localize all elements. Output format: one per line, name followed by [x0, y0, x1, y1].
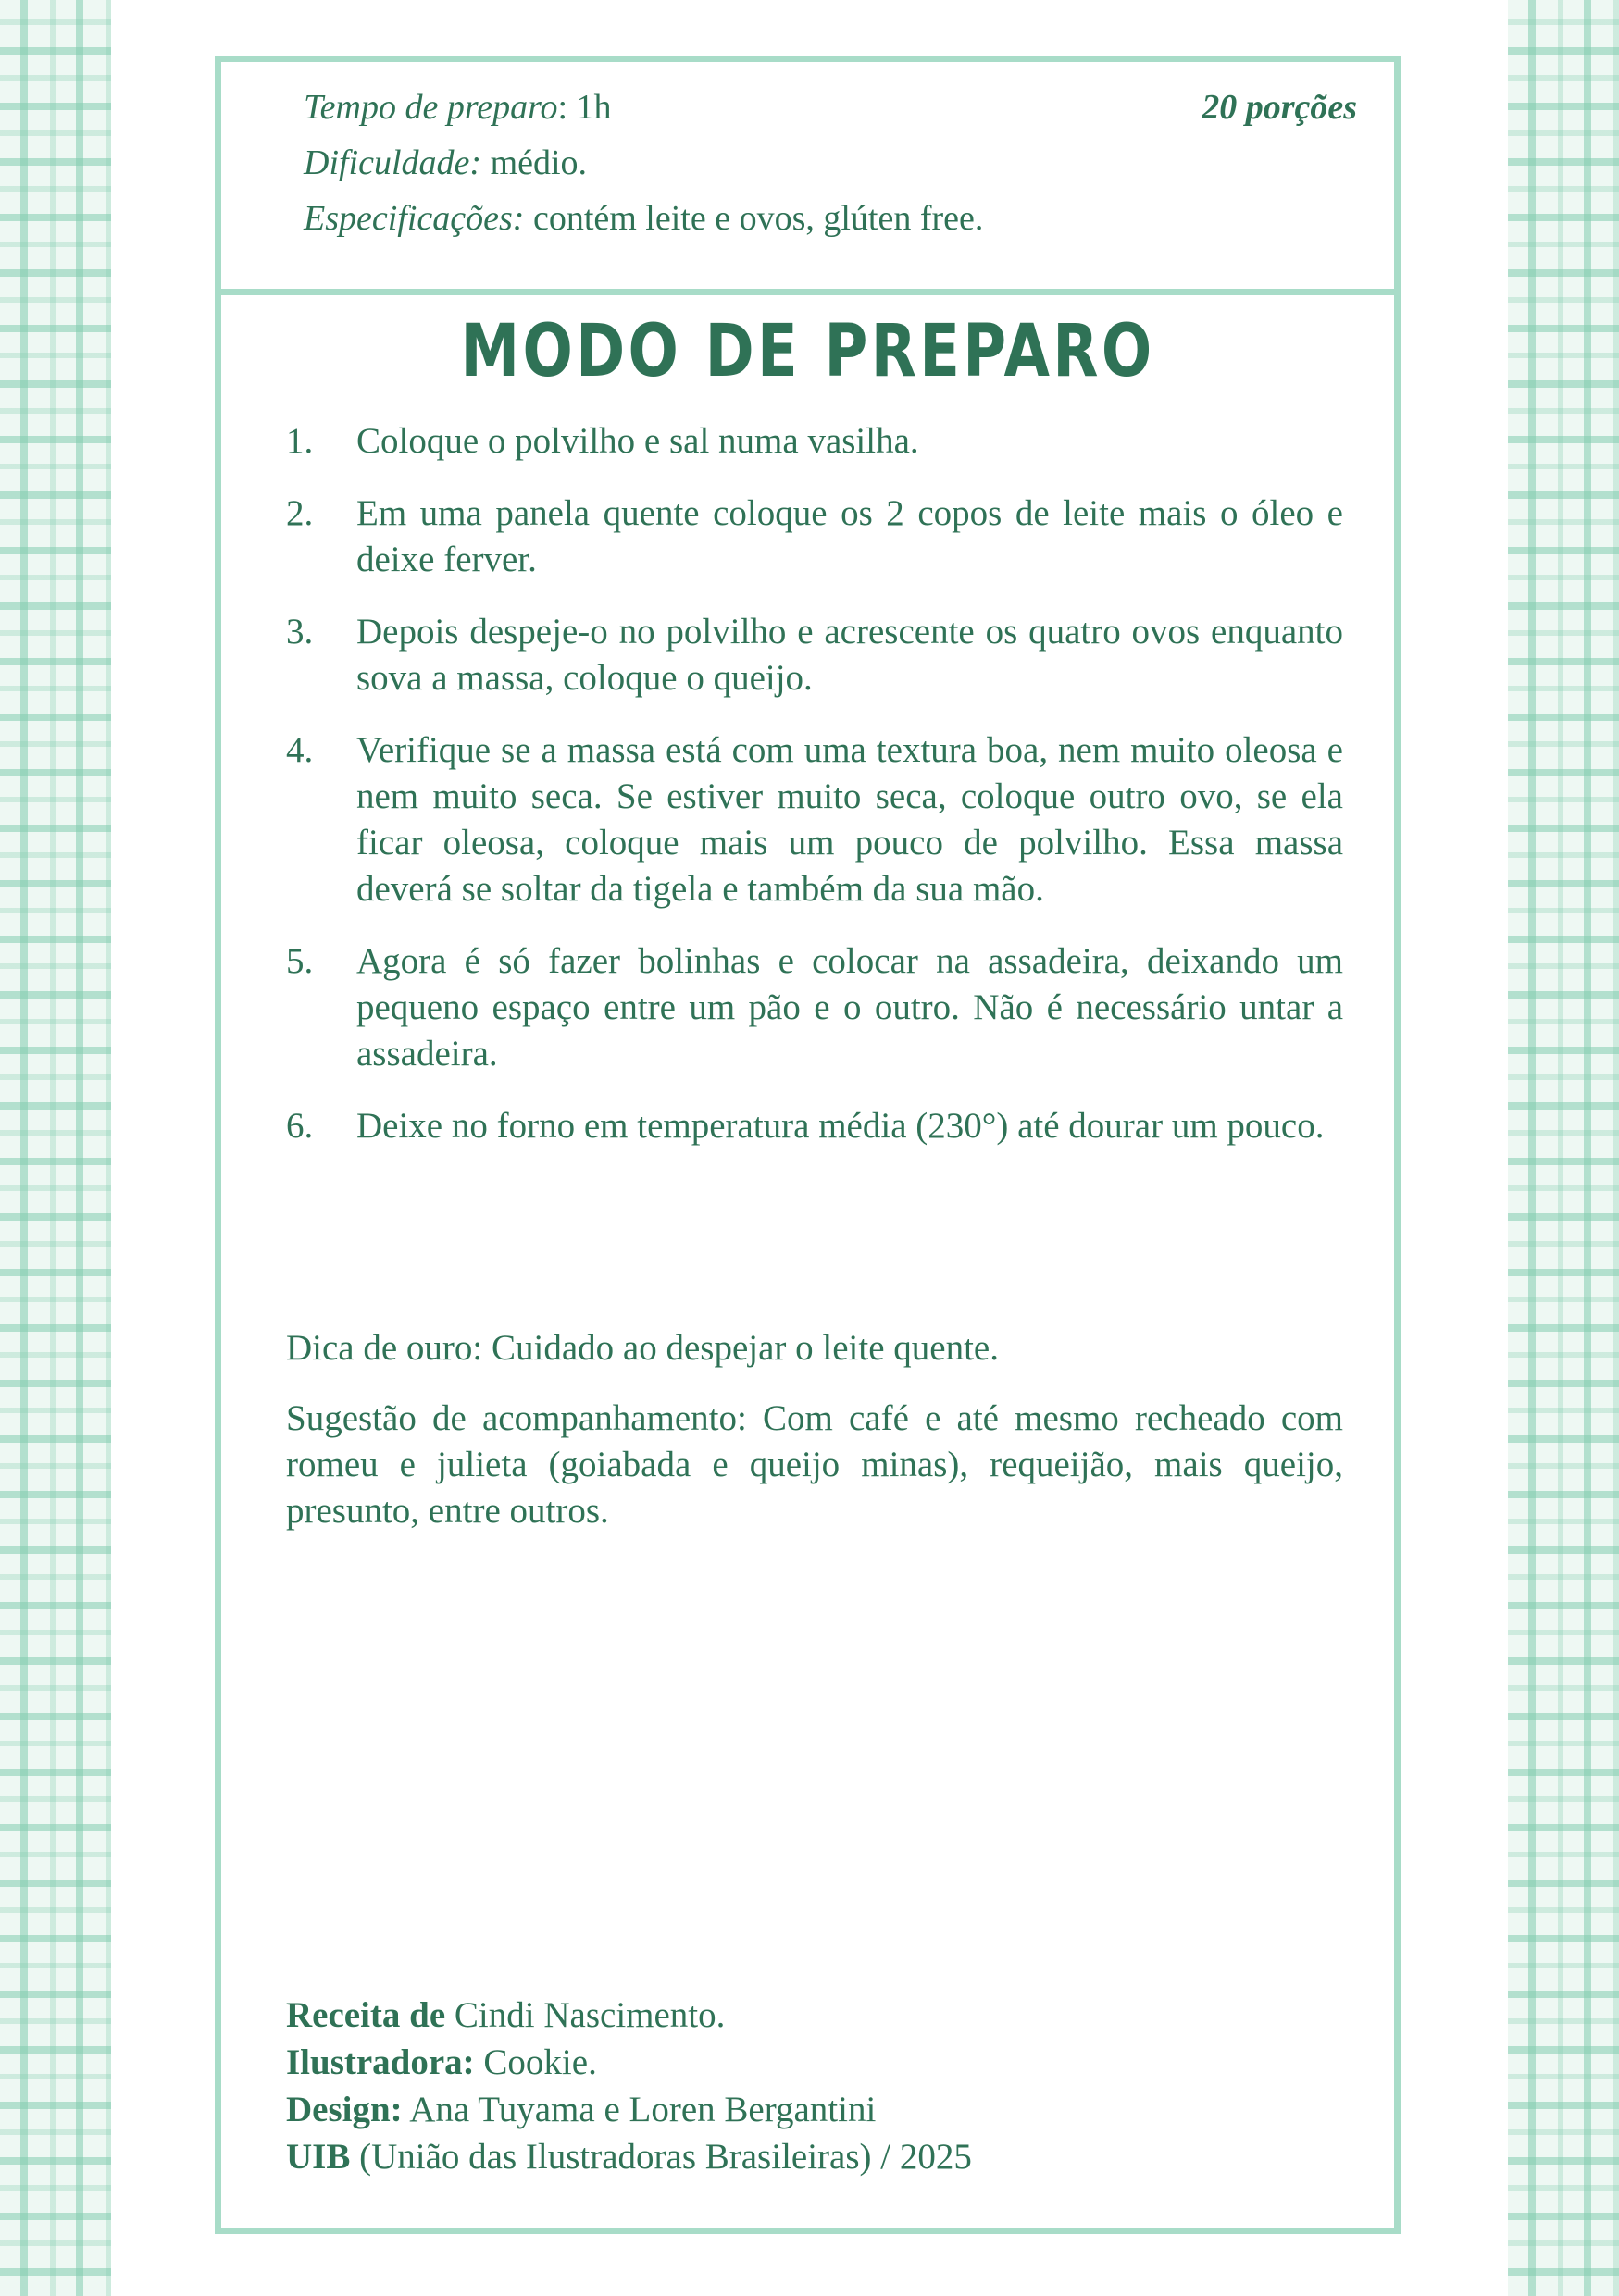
step-text: Depois despeje-o no polvilho e acrescente os quatro ovos enquanto sova a massa, coloque o queijo. [356, 612, 1343, 698]
gold-tip: Dica de ouro: Cuidado ao despejar o leite quente. [286, 1328, 999, 1368]
recipe-info-header [221, 62, 1394, 295]
recipe-card [215, 56, 1401, 2234]
portions: 20 porções [1202, 88, 1357, 127]
step-number: 1. [286, 421, 314, 461]
step-text: Verifique se a massa está com uma textura boa, nem muito oleosa e nem muito seca. Se estiver muito seca, coloque outro ovo, se ela ficar oleosa, coloque mais um pouco de polvilho. Essa massa deverá se soltar da tigela e também da sua mão. [356, 730, 1343, 909]
step-text: Coloque o polvilho e sal numa vasilha. [356, 421, 919, 461]
step-number: 5. [286, 941, 314, 981]
credits [286, 1992, 972, 2180]
plaid-border-left [0, 0, 111, 2296]
step-number: 4. [286, 730, 314, 770]
section-title: MODO DE PREPARO [460, 310, 1155, 393]
serving-suggestion: Sugestão de acompanhamento: Com café e até mesmo recheado com romeu e julieta (goiabada e queijo minas), requeijão, mais queijo, presunto, entre outros. [286, 1398, 1343, 1531]
step-text: Em uma panela quente coloque os 2 copos de leite mais o óleo e deixe ferver. [356, 493, 1343, 579]
step-text: Deixe no forno em temperatura média (230°) até dourar um pouco. [356, 1106, 1325, 1146]
step-item [286, 938, 1343, 1077]
difficulty: Dificuldade: médio. [304, 143, 588, 182]
step-text: Agora é só fazer bolinhas e colocar na assadeira, deixando um pequeno espaço entre um pão e o outro. Não é necessário untar a assadeira. [356, 941, 1343, 1074]
credit-recipe: Receita de Cindi Nascimento. [286, 1995, 726, 2035]
step-item [286, 1103, 1343, 1149]
plaid-border-right [1508, 0, 1619, 2296]
step-number: 2. [286, 493, 314, 533]
step-number: 6. [286, 1106, 314, 1146]
step-item [286, 609, 1343, 701]
specifications: Especificações: contém leite e ovos, glúten free. [304, 199, 984, 238]
step-number: 3. [286, 612, 314, 652]
step-item [286, 418, 1343, 465]
steps-list [286, 418, 1343, 1175]
credit-illustrator: Ilustradora: Cookie. [286, 2042, 597, 2082]
step-item [286, 490, 1343, 583]
credit-organization: UIB (União das Ilustradoras Brasileiras) / 2025 [286, 2137, 972, 2177]
credit-design: Design: Ana Tuyama e Loren Bergantini [286, 2090, 877, 2129]
step-item [286, 727, 1343, 912]
prep-time: Tempo de preparo: 1h [304, 88, 612, 127]
tips-section [286, 1325, 1343, 1558]
